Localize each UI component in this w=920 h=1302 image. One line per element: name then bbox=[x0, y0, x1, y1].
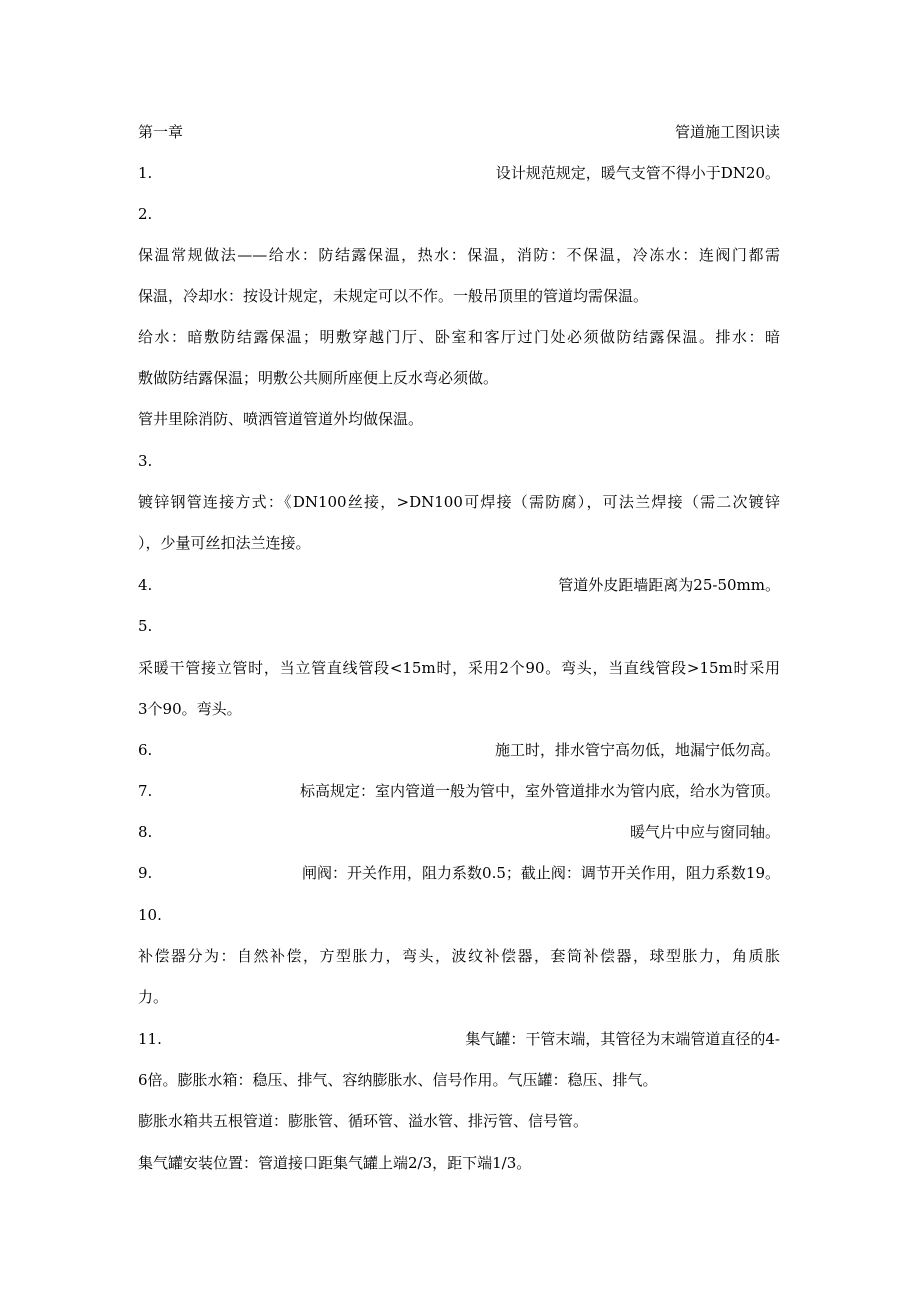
item-2 bbox=[138, 203, 780, 225]
item-number: 8. bbox=[138, 823, 153, 841]
item-text: 管道外皮距墙距离为25-50mm。 bbox=[558, 576, 780, 594]
item-number: 3. bbox=[138, 452, 153, 470]
item-11-line-3: 集气罐安装位置：管道接口距集气罐上端2/3，距下端1/3。 bbox=[138, 1154, 532, 1172]
item-text: 设计规范规定，暖气支管不得小于DN20。 bbox=[495, 164, 780, 182]
chapter-header bbox=[138, 121, 780, 143]
item-10-line-2: 力。 bbox=[138, 988, 169, 1006]
item-3-line-1: 镀锌钢管连接方式：《DN100丝接，>DN100可焊接（需防腐），可法兰焊接（需二次镀锌 bbox=[138, 493, 780, 511]
item-6 bbox=[138, 739, 780, 761]
item-3-line-2: ），少量可丝扣法兰连接。 bbox=[138, 534, 311, 552]
item-number: 1. bbox=[138, 164, 153, 182]
item-text: 集气罐：干管末端，其管径为末端管道直径的4- bbox=[465, 1030, 780, 1048]
chapter-title: 管道施工图识读 bbox=[674, 123, 780, 141]
item-4 bbox=[138, 574, 780, 596]
item-5-line-1: 采暖干管接立管时，当立管直线管段<15m时，采用2个90。弯头，当直线管段>15m时采用 bbox=[138, 659, 780, 677]
item-2-line-3: 给水：暗敷防结露保温；明敷穿越门厅、卧室和客厅过门处必须做防结露保温。排水：暗 bbox=[138, 328, 780, 346]
item-10 bbox=[138, 904, 780, 926]
item-2-line-4: 敷做防结露保温；明敷公共厕所座便上反水弯必须做。 bbox=[138, 369, 499, 387]
item-number: 4. bbox=[138, 576, 153, 594]
item-number: 5. bbox=[138, 617, 153, 635]
item-11-line-1: 6倍。膨胀水箱：稳压、排气、容纳膨胀水、信号作用。气压罐：稳压、排气。 bbox=[138, 1071, 658, 1089]
item-10-line-1: 补偿器分为：自然补偿，方型胀力，弯头，波纹补偿器，套筒补偿器，球型胀力，角质胀 bbox=[138, 947, 780, 965]
item-5-line-2: 3个90。弯头。 bbox=[138, 700, 242, 718]
item-2-line-1: 保温常规做法——给水：防结露保温，热水：保温，消防：不保温，冷冻水：连阀门都需 bbox=[138, 246, 780, 264]
item-text: 施工时，排水管宁高勿低，地漏宁低勿高。 bbox=[494, 741, 780, 759]
item-11 bbox=[138, 1028, 780, 1050]
item-1 bbox=[138, 162, 780, 184]
item-number: 2. bbox=[138, 205, 153, 223]
item-text: 暖气片中应与窗同轴。 bbox=[629, 823, 780, 841]
item-2-line-5: 管井里除消防、喷洒管道管道外均做保温。 bbox=[138, 410, 424, 428]
item-11-line-2: 膨胀水箱共五根管道：膨胀管、循环管、溢水管、排污管、信号管。 bbox=[138, 1112, 589, 1130]
item-number: 7. bbox=[138, 782, 153, 800]
item-7 bbox=[138, 780, 780, 802]
item-2-line-2: 保温，冷却水：按设计规定，未规定可以不作。一般吊顶里的管道均需保温。 bbox=[138, 287, 649, 305]
item-number: 11. bbox=[138, 1030, 162, 1048]
item-number: 9. bbox=[138, 864, 153, 882]
item-number: 10. bbox=[138, 906, 162, 924]
item-3 bbox=[138, 450, 780, 472]
chapter-label: 第一章 bbox=[138, 123, 184, 141]
item-5 bbox=[138, 615, 780, 637]
item-number: 6. bbox=[138, 741, 153, 759]
item-text: 闸阀：开关作用，阻力系数0.5；截止阀：调节开关作用，阻力系数19。 bbox=[302, 864, 780, 882]
item-text: 标高规定：室内管道一般为管中，室外管道排水为管内底，给水为管顶。 bbox=[299, 782, 780, 800]
item-9 bbox=[138, 862, 780, 884]
item-8 bbox=[138, 821, 780, 843]
